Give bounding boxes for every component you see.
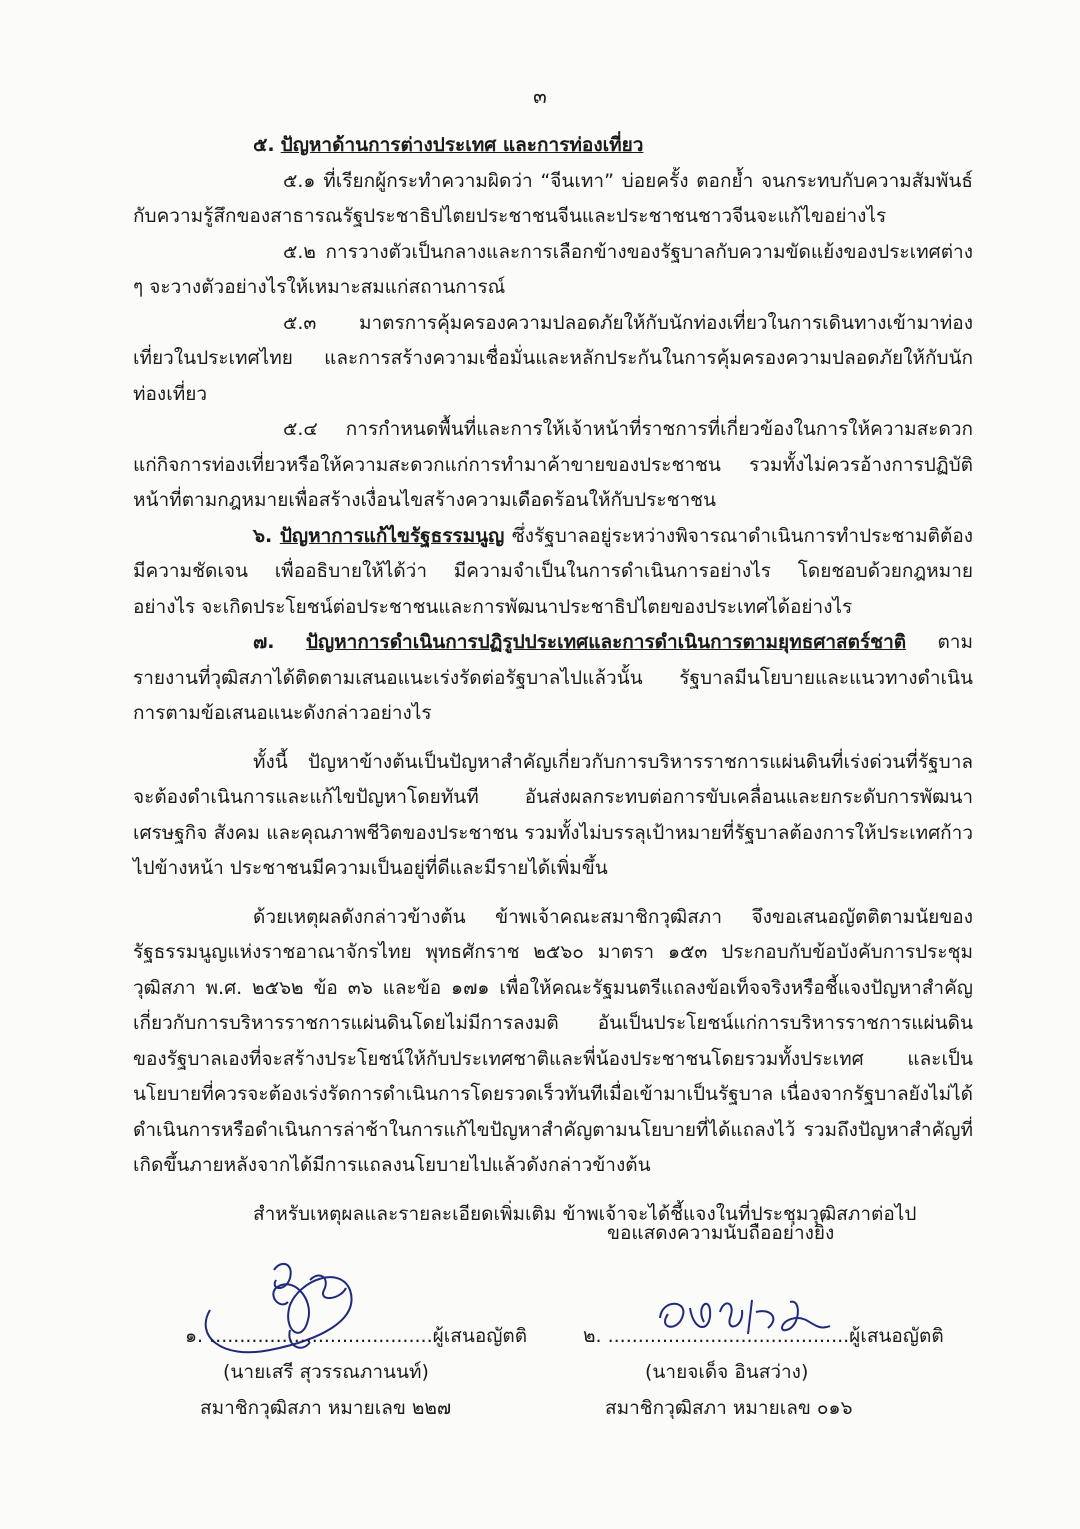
section-5-heading bbox=[133, 128, 973, 164]
signer-1-line: ๑. .....................................ผู้เสนอญัตติ bbox=[185, 1325, 528, 1347]
page-number: ๓ bbox=[533, 84, 547, 108]
section-6 bbox=[133, 519, 973, 626]
section-6-body: ซึ่งรัฐบาลอยู่ระหว่างพิจารณาดำเนินการทำประชามติต้องมีความชัดเจน เพื่ออธิบายให้ได้ว่า มีความจำเป็นในการดำเนินการอย่างไร โดยชอบด้วยกฎหมายอย่างไร จะเกิดประโยชน์ต่อประชาชนและการพัฒนาประชาธิปไตยของประเทศได้อย่างไร bbox=[133, 524, 974, 618]
paragraph-summary: ทั้งนี้ ปัญหาข้างต้นเป็นปัญหาสำคัญเกี่ยวกับการบริหารราชการแผ่นดินที่เร่งด่วนที่รัฐบาลจะต้องดำเนินการและแก้ไขปัญหาโดยทันที อันส่งผลกระทบต่อการขับเคลื่อนและยกระดับการพัฒนาเศรษฐกิจ สังคม และคุณภาพชีวิตของประชาชน รวมทั้งไม่บรรลุเป้าหมายที่รัฐบาลต้องการให้ประเทศก้าวไปข้างหน้า ประชาชนมีความเป็นอยู่ที่ดีและมีรายได้เพิ่มขึ้น bbox=[133, 750, 973, 879]
section-5-1: ๕.๑ ที่เรียกผู้กระทำความผิดว่า “จีนเทา” บ่อยครั้ง ตอกย้ำ จนกระทบกับความสัมพันธ์กับความรู้สึกของสาธารณรัฐประชาธิปไตยประชาชนจีนและประชาชนชาวจีนจะแก้ไขอย่างไร bbox=[133, 169, 973, 227]
section-5-3: ๕.๓ มาตรการคุ้มครองความปลอดภัยให้กับนักท่องเที่ยวในการเดินทางเข้ามาท่องเที่ยวในประเทศไทย และการสร้างความเชื่อมั่นและหลักประกันในการคุ้มครองความปลอดภัยให้กับนักท่องเที่ยว bbox=[133, 311, 973, 405]
section-7-body: ตามรายงานที่วุฒิสภาได้ติดตามเสนอแนะเร่งรัดต่อรัฐบาลไปแล้วนั้น รัฐบาลมีนโยบายและแนวทางดำเนินการตามข้อเสนอแนะดังกล่าวอย่างไร bbox=[133, 631, 973, 724]
section-5-number: ๕. bbox=[253, 134, 275, 156]
paragraph-closing-note: สำหรับเหตุผลและรายละเอียดเพิ่มเติม ข้าพเจ้าจะได้ชี้แจงในที่ประชุมวุฒิสภาต่อไป bbox=[253, 1202, 917, 1225]
section-6-number: ๖. bbox=[253, 524, 273, 547]
signer-2 bbox=[583, 1318, 983, 1426]
document-body bbox=[133, 128, 973, 1232]
section-5-4: ๕.๔ การกำหนดพื้นที่และการให้เจ้าหน้าที่ราชการที่เกี่ยวข้องในการให้ความสะดวกแก่กิจการท่องเที่ยวหรือให้ความสะดวกแก่การทำมาค้าขายของประชาชน รวมทั้งไม่ควรอ้างการปฏิบัติหน้าที่ตามกฎหมายเพื่อสร้างเงื่อนไขสร้างความเดือดร้อนให้กับประชาชน bbox=[133, 418, 973, 511]
signer-2-line: ๒. ........................................ผู้เสนอญัตติ bbox=[583, 1325, 944, 1347]
closing-salutation: ขอแสดงความนับถืออย่างยิ่ง bbox=[607, 1222, 835, 1244]
signer-2-title: สมาชิกวุฒิสภา หมายเลข ๐๑๖ bbox=[605, 1397, 853, 1419]
section-7 bbox=[133, 625, 973, 732]
paragraph-motion: ด้วยเหตุผลดังกล่าวข้างต้น ข้าพเจ้าคณะสมาชิกวุฒิสภา จึงขอเสนอญัตติตามนัยของรัฐธรรมนูญแห่งราชอาณาจักรไทย พุทธศักราช ๒๕๖๐ มาตรา ๑๕๓ ประกอบกับข้อบังคับการประชุมวุฒิสภา พ.ศ. ๒๕๖๒ ข้อ ๓๖ และข้อ ๑๗๑ เพื่อให้คณะรัฐมนตรีแถลงข้อเท็จจริงหรือชี้แจงปัญหาสำคัญเกี่ยวกับการบริหารราชการแผ่นดินโดยไม่มีการลงมติ อันเป็นประโยชน์แก่การบริหารราชการแผ่นดินของรัฐบาลเองที่จะสร้างประโยชน์ให้กับประเทศชาติและพี่น้องประชาชนโดยรวมทั้งประเทศ และเป็นนโยบายที่ควรจะต้องเร่งรัดการดำเนินการโดยรวดเร็วทันทีเมื่อเข้ามาเป็นรัฐบาล เนื่องจากรัฐบาลยังไม่ได้ดำเนินการหรือดำเนินการล่าช้าในการแก้ไขปัญหาสำคัญตามนโยบายที่ได้แถลงไว้ รวมถึงปัญหาสำคัญที่เกิดขึ้นภายหลังจากได้มีการแถลงนโยบายไปแล้วดังกล่าวข้างต้น bbox=[133, 905, 973, 1176]
section-7-title: ปัญหาการดำเนินการปฏิรูปประเทศและการดำเนินการตามยุทธศาสตร์ชาติ bbox=[305, 631, 907, 653]
section-7-number: ๗. bbox=[253, 631, 275, 653]
signer-2-name: (นายจเด็จ อินสว่าง) bbox=[645, 1361, 809, 1383]
section-5-2: ๕.๒ การวางตัวเป็นกลางและการเลือกข้างของรัฐบาลกับความขัดแย้งของประเทศต่าง ๆ จะวางตัวอย่างไรให้เหมาะสมแก่สถานการณ์ bbox=[133, 240, 973, 298]
signer-1-title: สมาชิกวุฒิสภา หมายเลข ๒๒๗ bbox=[200, 1397, 452, 1419]
signer-1 bbox=[185, 1318, 545, 1426]
section-5-title: ปัญหาด้านการต่างประเทศ และการท่องเที่ยว bbox=[280, 134, 644, 156]
signer-1-name: (นายเสรี สุวรรณภานนท์) bbox=[223, 1361, 429, 1383]
section-6-title: ปัญหาการแก้ไขรัฐธรรมนูญ bbox=[279, 524, 505, 547]
